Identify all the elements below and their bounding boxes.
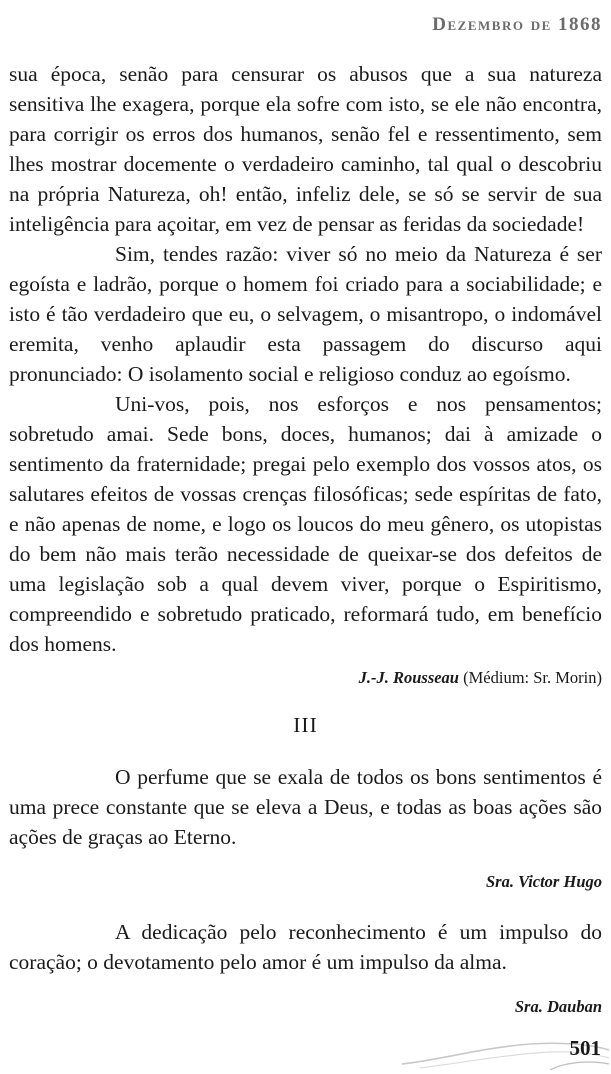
signature-dauban — [515, 997, 602, 1017]
paragraph-text: O perfume que se exala de todos os bons sentimentos é uma prece constante que se eleva a Deus, e todas as boas ações são ações de graças ao Eterno. — [9, 765, 602, 849]
paragraph-dedication — [9, 917, 602, 977]
paragraph-perfume — [9, 762, 602, 852]
signature-name: J.-J. Rousseau — [358, 668, 459, 687]
paragraph-sociability — [9, 239, 602, 389]
running-header: Dezembro de 1868 — [432, 14, 602, 35]
paragraph-text: A dedicação pelo reconhecimento é um impulso do coração; o devotamento pelo amor é um impulso da alma. — [9, 920, 602, 974]
signature-name: Sra. Dauban — [514, 997, 602, 1016]
paragraph-text: Uni-vos, pois, nos esforços e nos pensamentos; sobretudo amai. Sede bons, doces, humanos; dai à amizade o sentimento da fraternidade; pregai pelo exemplo dos vossos atos, os salutares efeitos de vossas crenças filosóficas; sede espíritas de fato, e não apenas de nome, e logo os loucos do meu gênero, os utopistas do bem não mais terão necessidade de queixar-se dos defeitos de uma legislação sob a qual devem viver, porque o Espiritismo, compreendido e sobretudo praticado, reformará tudo, em benefício dos homens. — [9, 392, 602, 656]
paragraph-text: sua época, senão para censurar os abusos que a sua natureza sensitiva lhe exagera, porque ela sofre com isto, se ele não encontra, para corrigir os erros dos humanos, senão fel e ressentimento, sem lhes mostrar docemente o verdadeiro caminho, tal qual o descobriu na própria Natureza, oh! então, infeliz dele, se só se servir de sua inteligência para açoitar, em vez de pensar as feridas da sociedade! — [9, 62, 602, 236]
signature-rousseau — [359, 668, 602, 688]
paragraph-continuation — [9, 59, 602, 239]
page-number: 501 — [569, 1036, 601, 1060]
signature-victor-hugo — [486, 872, 602, 892]
section-numeral: III — [293, 713, 318, 737]
signature-name: Sra. Victor Hugo — [486, 872, 602, 891]
paragraph-text: Sim, tendes razão: viver só no meio da Natureza é ser egoísta e ladrão, porque o homem foi criado para a sociabilidade; e isto é tão verdadeiro que eu, o selvagem, o misantropo, o indomável eremita, venho aplaudir esta passagem do discurso aqui pronunciado: O isolamento social e religioso conduz ao egoísmo. — [9, 242, 602, 386]
paragraph-union — [9, 389, 602, 659]
signature-medium-note: (Médium: Sr. Morin) — [459, 668, 602, 687]
